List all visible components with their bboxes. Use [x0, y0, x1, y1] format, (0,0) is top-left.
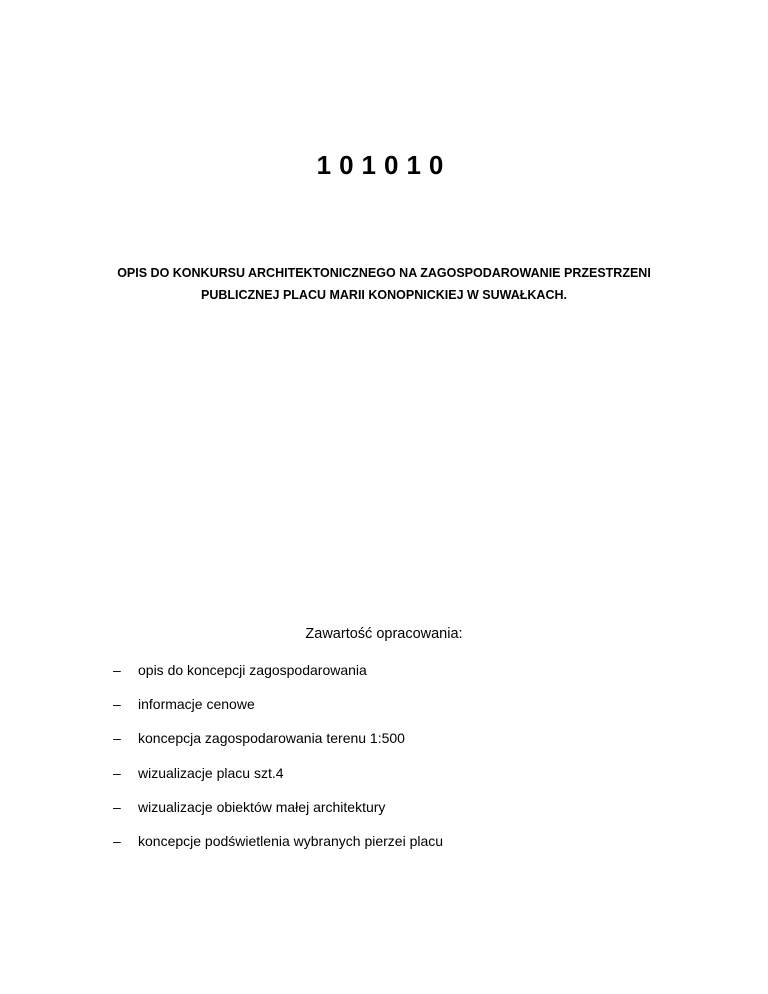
list-item [113, 660, 443, 694]
list-bullet: – [113, 696, 121, 713]
list-bullet: – [113, 662, 121, 678]
title-line-2: PUBLICZNEJ PLACU MARII KONOPNICKIEJ W SUWAŁKACH. [201, 288, 567, 302]
list-item-text: koncepcja zagospodarowania terenu 1:500 [138, 730, 405, 747]
list-bullet: – [113, 764, 121, 781]
list-bullet: – [113, 730, 121, 747]
document-title [80, 262, 688, 306]
list-item [113, 728, 443, 762]
contents-list [113, 660, 443, 865]
list-item-text: wizualizacje placu szt.4 [138, 764, 284, 781]
list-bullet: – [113, 798, 121, 815]
list-item [113, 763, 443, 797]
list-bullet: – [113, 832, 121, 849]
document-code: 101010 [316, 150, 452, 180]
list-item-text: koncepcje podświetlenia wybranych pierzei placu [138, 832, 444, 849]
contents-heading: Zawartość opracowania: [305, 626, 463, 642]
list-item [113, 831, 443, 865]
list-item [113, 694, 443, 728]
title-line-1: OPIS DO KONKURSU ARCHITEKTONICZNEGO NA ZAGOSPODAROWANIE PRZESTRZENI [117, 266, 651, 280]
list-item-text: opis do koncepcji zagospodarowania [138, 662, 367, 678]
list-item [113, 797, 443, 831]
list-item-text: informacje cenowe [138, 696, 255, 713]
list-item-text: wizualizacje obiektów małej architektury [138, 798, 386, 815]
